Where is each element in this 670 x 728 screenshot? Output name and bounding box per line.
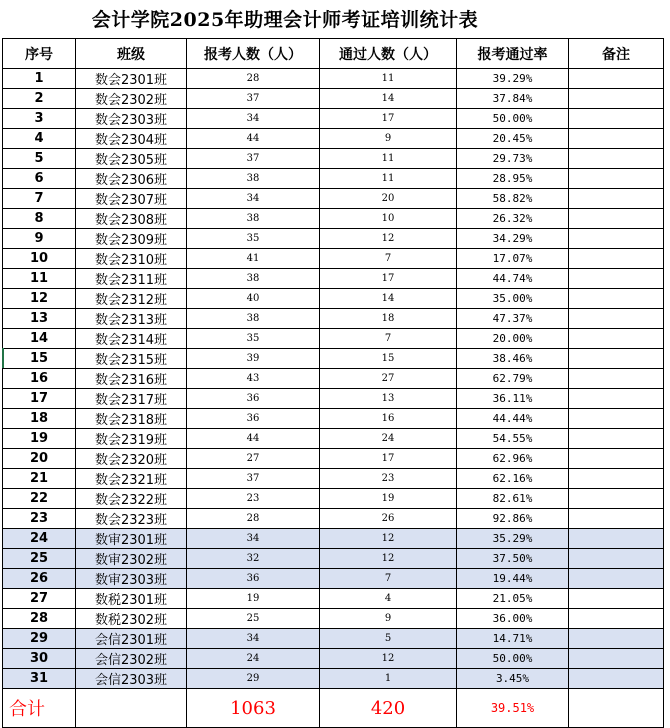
row-rate-cell[interactable]: 44.44% (457, 409, 569, 429)
row-registered-cell[interactable]: 36 (187, 569, 320, 589)
row-class-cell[interactable]: 数审2303班 (76, 569, 187, 589)
total-row (3, 689, 664, 728)
row-passed-cell[interactable]: 23 (320, 469, 457, 489)
row-registered-cell[interactable]: 40 (187, 289, 320, 309)
row-passed-cell[interactable]: 16 (320, 409, 457, 429)
row-note-cell[interactable] (569, 629, 664, 649)
table-row (3, 449, 664, 469)
row-index-cell[interactable]: 1 (3, 69, 76, 89)
row-index-cell[interactable]: 4 (3, 129, 76, 149)
row-class-cell[interactable]: 数会2306班 (76, 169, 187, 189)
row-note-cell[interactable] (569, 349, 664, 369)
row-registered-cell[interactable]: 41 (187, 249, 320, 269)
row-passed-cell[interactable]: 14 (320, 89, 457, 109)
row-note-cell[interactable] (569, 369, 664, 389)
row-passed-cell[interactable]: 19 (320, 489, 457, 509)
row-index-cell[interactable]: 16 (3, 369, 76, 389)
row-class-cell[interactable]: 数会2317班 (76, 389, 187, 409)
row-registered-cell[interactable]: 37 (187, 149, 320, 169)
row-rate-cell[interactable]: 50.00% (457, 109, 569, 129)
row-index-cell[interactable]: 11 (3, 269, 76, 289)
table-row (3, 129, 664, 149)
row-rate-cell[interactable]: 38.46% (457, 349, 569, 369)
row-passed-cell[interactable]: 12 (320, 649, 457, 669)
row-passed-cell[interactable]: 10 (320, 209, 457, 229)
table-row (3, 69, 664, 89)
row-index-cell[interactable]: 23 (3, 509, 76, 529)
row-class-cell[interactable]: 数会2314班 (76, 329, 187, 349)
row-passed-cell[interactable]: 17 (320, 449, 457, 469)
row-class-cell[interactable]: 数会2311班 (76, 269, 187, 289)
row-rate-cell[interactable]: 82.61% (457, 489, 569, 509)
row-index-cell[interactable]: 18 (3, 409, 76, 429)
row-rate-cell[interactable]: 34.29% (457, 229, 569, 249)
row-registered-cell[interactable]: 38 (187, 269, 320, 289)
table-row (3, 429, 664, 449)
row-registered-cell[interactable]: 38 (187, 169, 320, 189)
row-registered-cell[interactable]: 37 (187, 89, 320, 109)
table-row (3, 569, 664, 589)
row-note-cell[interactable] (569, 589, 664, 609)
row-note-cell[interactable] (569, 489, 664, 509)
row-class-cell[interactable]: 数会2304班 (76, 129, 187, 149)
row-passed-cell[interactable]: 15 (320, 349, 457, 369)
row-index-cell[interactable]: 21 (3, 469, 76, 489)
table-row (3, 169, 664, 189)
row-passed-cell[interactable]: 9 (320, 609, 457, 629)
row-index-cell[interactable]: 27 (3, 589, 76, 609)
header-rate[interactable]: 报考通过率 (457, 39, 569, 69)
row-passed-cell[interactable]: 14 (320, 289, 457, 309)
row-note-cell[interactable] (569, 409, 664, 429)
table-row (3, 329, 664, 349)
row-passed-cell[interactable]: 12 (320, 549, 457, 569)
row-class-cell[interactable]: 数会2310班 (76, 249, 187, 269)
row-rate-cell[interactable]: 20.00% (457, 329, 569, 349)
table-row (3, 289, 664, 309)
table-row (3, 609, 664, 629)
row-passed-cell[interactable]: 11 (320, 169, 457, 189)
row-rate-cell[interactable]: 20.45% (457, 129, 569, 149)
row-note-cell[interactable] (569, 549, 664, 569)
row-rate-cell[interactable]: 37.50% (457, 549, 569, 569)
row-index-cell[interactable]: 6 (3, 169, 76, 189)
row-registered-cell[interactable]: 34 (187, 189, 320, 209)
table-row (3, 249, 664, 269)
row-passed-cell[interactable]: 13 (320, 389, 457, 409)
row-registered-cell[interactable]: 43 (187, 369, 320, 389)
table-body (3, 69, 664, 689)
row-rate-cell[interactable]: 62.96% (457, 449, 569, 469)
row-index-cell[interactable]: 28 (3, 609, 76, 629)
row-index-cell[interactable]: 12 (3, 289, 76, 309)
header-registered[interactable]: 报考人数（人） (187, 39, 320, 69)
row-rate-cell[interactable]: 17.07% (457, 249, 569, 269)
row-class-cell[interactable]: 数会2320班 (76, 449, 187, 469)
row-passed-cell[interactable]: 7 (320, 569, 457, 589)
row-note-cell[interactable] (569, 609, 664, 629)
row-class-cell[interactable]: 会信2302班 (76, 649, 187, 669)
row-passed-cell[interactable]: 1 (320, 669, 457, 689)
row-registered-cell[interactable]: 32 (187, 549, 320, 569)
table-row (3, 649, 664, 669)
row-index-cell[interactable]: 22 (3, 489, 76, 509)
row-note-cell[interactable] (569, 129, 664, 149)
row-passed-cell[interactable]: 11 (320, 69, 457, 89)
row-registered-cell[interactable]: 44 (187, 129, 320, 149)
table-row (3, 369, 664, 389)
row-registered-cell[interactable]: 37 (187, 469, 320, 489)
row-note-cell[interactable] (569, 189, 664, 209)
row-rate-cell[interactable]: 28.95% (457, 169, 569, 189)
table-row (3, 189, 664, 209)
row-note-cell[interactable] (569, 309, 664, 329)
row-class-cell[interactable]: 数会2315班 (76, 349, 187, 369)
row-class-cell[interactable]: 数税2302班 (76, 609, 187, 629)
row-note-cell[interactable] (569, 89, 664, 109)
header-index[interactable]: 序号 (3, 39, 76, 69)
row-rate-cell[interactable]: 14.71% (457, 629, 569, 649)
row-index-cell[interactable]: 14 (3, 329, 76, 349)
row-index-cell[interactable]: 5 (3, 149, 76, 169)
row-index-cell[interactable]: 20 (3, 449, 76, 469)
table-row (3, 489, 664, 509)
row-rate-cell[interactable]: 36.00% (457, 609, 569, 629)
table-row (3, 269, 664, 289)
row-registered-cell[interactable]: 38 (187, 309, 320, 329)
row-class-cell[interactable]: 数会2309班 (76, 229, 187, 249)
row-rate-cell[interactable]: 21.05% (457, 589, 569, 609)
row-index-cell[interactable]: 15 (3, 349, 76, 369)
row-class-cell[interactable]: 数会2305班 (76, 149, 187, 169)
row-index-cell[interactable]: 2 (3, 89, 76, 109)
row-passed-cell[interactable]: 7 (320, 249, 457, 269)
table-row (3, 529, 664, 549)
row-registered-cell[interactable]: 27 (187, 449, 320, 469)
row-registered-cell[interactable]: 28 (187, 509, 320, 529)
row-class-cell[interactable]: 数会2307班 (76, 189, 187, 209)
row-rate-cell[interactable]: 62.79% (457, 369, 569, 389)
row-index-cell[interactable]: 8 (3, 209, 76, 229)
row-note-cell[interactable] (569, 289, 664, 309)
table-row (3, 589, 664, 609)
table-row (3, 149, 664, 169)
active-cell-marker (2, 348, 4, 368)
row-class-cell[interactable]: 数审2301班 (76, 529, 187, 549)
row-rate-cell[interactable]: 29.73% (457, 149, 569, 169)
row-index-cell[interactable]: 10 (3, 249, 76, 269)
row-registered-cell[interactable]: 29 (187, 669, 320, 689)
row-class-cell[interactable]: 数会2321班 (76, 469, 187, 489)
row-rate-cell[interactable]: 47.37% (457, 309, 569, 329)
row-note-cell[interactable] (569, 429, 664, 449)
row-note-cell[interactable] (569, 169, 664, 189)
row-class-cell[interactable]: 数税2301班 (76, 589, 187, 609)
row-index-cell[interactable]: 31 (3, 669, 76, 689)
header-row (3, 39, 664, 69)
row-registered-cell[interactable]: 28 (187, 69, 320, 89)
row-rate-cell[interactable]: 35.29% (457, 529, 569, 549)
row-passed-cell[interactable]: 27 (320, 369, 457, 389)
row-index-cell[interactable]: 29 (3, 629, 76, 649)
row-class-cell[interactable]: 数会2308班 (76, 209, 187, 229)
stats-table (2, 38, 664, 728)
row-note-cell[interactable] (569, 149, 664, 169)
row-class-cell[interactable]: 数会2323班 (76, 509, 187, 529)
row-passed-cell[interactable]: 5 (320, 629, 457, 649)
row-index-cell[interactable]: 13 (3, 309, 76, 329)
row-note-cell[interactable] (569, 229, 664, 249)
row-rate-cell[interactable]: 19.44% (457, 569, 569, 589)
row-class-cell[interactable]: 数会2322班 (76, 489, 187, 509)
row-passed-cell[interactable]: 18 (320, 309, 457, 329)
row-class-cell[interactable]: 数会2319班 (76, 429, 187, 449)
total-class-cell[interactable] (76, 689, 187, 728)
row-class-cell[interactable]: 数会2301班 (76, 69, 187, 89)
row-registered-cell[interactable]: 35 (187, 229, 320, 249)
row-class-cell[interactable]: 数审2302班 (76, 549, 187, 569)
row-registered-cell[interactable]: 34 (187, 109, 320, 129)
row-index-cell[interactable]: 9 (3, 229, 76, 249)
row-passed-cell[interactable]: 9 (320, 129, 457, 149)
row-index-cell[interactable]: 30 (3, 649, 76, 669)
row-passed-cell[interactable]: 11 (320, 149, 457, 169)
row-passed-cell[interactable]: 17 (320, 269, 457, 289)
row-note-cell[interactable] (569, 469, 664, 489)
row-rate-cell[interactable]: 50.00% (457, 649, 569, 669)
row-class-cell[interactable]: 数会2313班 (76, 309, 187, 329)
row-passed-cell[interactable]: 12 (320, 529, 457, 549)
row-note-cell[interactable] (569, 329, 664, 349)
row-note-cell[interactable] (569, 209, 664, 229)
row-note-cell[interactable] (569, 529, 664, 549)
row-class-cell[interactable]: 数会2302班 (76, 89, 187, 109)
row-index-cell[interactable]: 17 (3, 389, 76, 409)
row-registered-cell[interactable]: 39 (187, 349, 320, 369)
row-rate-cell[interactable]: 39.29% (457, 69, 569, 89)
table-row (3, 549, 664, 569)
row-note-cell[interactable] (569, 509, 664, 529)
row-registered-cell[interactable]: 38 (187, 209, 320, 229)
row-class-cell[interactable]: 会信2301班 (76, 629, 187, 649)
row-note-cell[interactable] (569, 449, 664, 469)
row-rate-cell[interactable]: 54.55% (457, 429, 569, 449)
row-class-cell[interactable]: 数会2318班 (76, 409, 187, 429)
row-index-cell[interactable]: 3 (3, 109, 76, 129)
row-rate-cell[interactable]: 62.16% (457, 469, 569, 489)
row-rate-cell[interactable]: 3.45% (457, 669, 569, 689)
row-registered-cell[interactable]: 35 (187, 329, 320, 349)
table-row (3, 89, 664, 109)
row-rate-cell[interactable]: 35.00% (457, 289, 569, 309)
row-rate-cell[interactable]: 37.84% (457, 89, 569, 109)
row-registered-cell[interactable]: 19 (187, 589, 320, 609)
row-index-cell[interactable]: 26 (3, 569, 76, 589)
total-note[interactable] (569, 689, 664, 728)
table-row (3, 409, 664, 429)
row-registered-cell[interactable]: 25 (187, 609, 320, 629)
table-row (3, 229, 664, 249)
row-index-cell[interactable]: 19 (3, 429, 76, 449)
row-passed-cell[interactable]: 17 (320, 109, 457, 129)
row-registered-cell[interactable]: 36 (187, 389, 320, 409)
header-note[interactable]: 备注 (569, 39, 664, 69)
row-note-cell[interactable] (569, 69, 664, 89)
row-class-cell[interactable]: 数会2312班 (76, 289, 187, 309)
sheet-title: 会计学院2025年助理会计师考证培训统计表 (91, 9, 479, 31)
row-passed-cell[interactable]: 26 (320, 509, 457, 529)
row-registered-cell[interactable]: 36 (187, 409, 320, 429)
row-registered-cell[interactable]: 44 (187, 429, 320, 449)
row-passed-cell[interactable]: 4 (320, 589, 457, 609)
row-note-cell[interactable] (569, 649, 664, 669)
row-class-cell[interactable]: 数会2303班 (76, 109, 187, 129)
row-index-cell[interactable]: 25 (3, 549, 76, 569)
row-rate-cell[interactable]: 36.11% (457, 389, 569, 409)
total-passed[interactable]: 420 (320, 689, 457, 728)
table-row (3, 669, 664, 689)
row-rate-cell[interactable]: 44.74% (457, 269, 569, 289)
header-class[interactable]: 班级 (76, 39, 187, 69)
row-rate-cell[interactable]: 58.82% (457, 189, 569, 209)
table-row (3, 509, 664, 529)
row-passed-cell[interactable]: 24 (320, 429, 457, 449)
table-row (3, 469, 664, 489)
row-index-cell[interactable]: 7 (3, 189, 76, 209)
row-index-cell[interactable]: 24 (3, 529, 76, 549)
table-row (3, 309, 664, 329)
table-row (3, 209, 664, 229)
row-registered-cell[interactable]: 24 (187, 649, 320, 669)
table-row (3, 109, 664, 129)
table-row (3, 629, 664, 649)
table-row (3, 349, 664, 369)
row-note-cell[interactable] (569, 389, 664, 409)
row-registered-cell[interactable]: 23 (187, 489, 320, 509)
row-note-cell[interactable] (569, 569, 664, 589)
row-note-cell[interactable] (569, 269, 664, 289)
row-rate-cell[interactable]: 26.32% (457, 209, 569, 229)
row-class-cell[interactable]: 会信2303班 (76, 669, 187, 689)
table-row (3, 389, 664, 409)
total-rate[interactable]: 39.51% (457, 689, 569, 728)
total-label[interactable]: 合计 (3, 689, 76, 728)
row-passed-cell[interactable]: 20 (320, 189, 457, 209)
row-passed-cell[interactable]: 12 (320, 229, 457, 249)
total-registered[interactable]: 1063 (187, 689, 320, 728)
row-note-cell[interactable] (569, 669, 664, 689)
row-class-cell[interactable]: 数会2316班 (76, 369, 187, 389)
row-note-cell[interactable] (569, 109, 664, 129)
header-passed[interactable]: 通过人数（人） (320, 39, 457, 69)
row-passed-cell[interactable]: 7 (320, 329, 457, 349)
row-registered-cell[interactable]: 34 (187, 629, 320, 649)
row-rate-cell[interactable]: 92.86% (457, 509, 569, 529)
row-registered-cell[interactable]: 34 (187, 529, 320, 549)
row-note-cell[interactable] (569, 249, 664, 269)
